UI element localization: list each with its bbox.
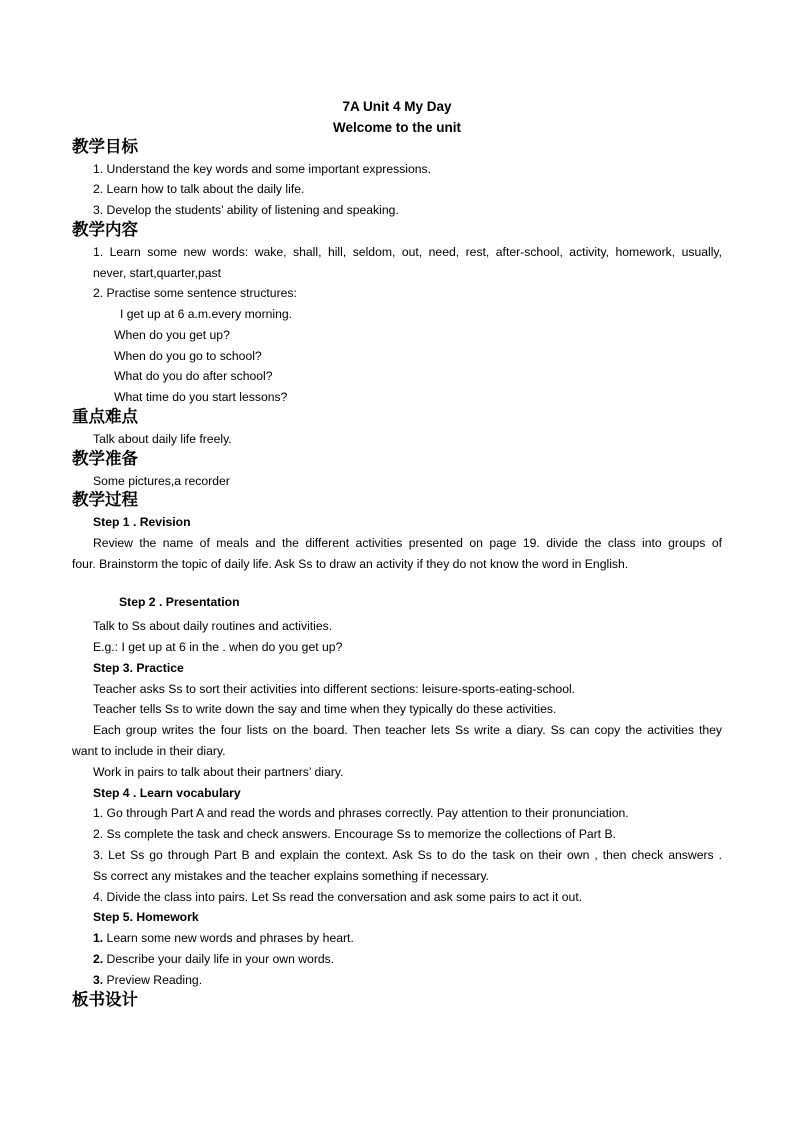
heading-process: 教学过程	[72, 490, 138, 509]
heading-content: 教学内容	[72, 220, 138, 239]
step-text: Ss correct any mistakes and the teacher explains something if necessary.	[93, 869, 490, 883]
key-points-text: Talk about daily life freely.	[93, 432, 232, 446]
step-text: Each group writes the four lists on the board. Then teacher lets Ss write a diary. Ss can copy the activities they	[93, 723, 722, 737]
step-text: want to include in their diary.	[72, 744, 226, 758]
homework-text: Preview Reading.	[103, 973, 203, 987]
sentence-example: When do you get up?	[114, 328, 230, 342]
content-item-words: 1. Learn some new words: wake, shall, hill, seldom, out, need, rest, after-school, activity, homework, usually,	[93, 245, 722, 259]
sentence-example: When do you go to school?	[114, 349, 262, 363]
sentence-example: I get up at 6 a.m.every morning.	[120, 307, 293, 321]
content-item-structures: 2. Practise some sentence structures:	[93, 286, 297, 300]
heading-key-points: 重点难点	[72, 407, 138, 426]
preparation-text: Some pictures,a recorder	[93, 474, 230, 488]
homework-item	[93, 974, 202, 986]
step-text: 2. Ss complete the task and check answers. Encourage Ss to memorize the collections of Part B.	[93, 827, 616, 841]
step-text: E.g.: I get up at 6 in the . when do you get up?	[93, 640, 343, 654]
content-item-words-cont: never, start,quarter,past	[93, 266, 222, 280]
sentence-example: What time do you start lessons?	[114, 390, 288, 404]
objective-item: 1. Understand the key words and some important expressions.	[93, 162, 432, 176]
heading-preparation: 教学准备	[72, 449, 138, 468]
homework-number: 3.	[93, 973, 104, 987]
step-text: Work in pairs to talk about their partners’ diary.	[93, 765, 344, 779]
doc-title-unit: 7A Unit 4 My Day	[342, 99, 452, 114]
objective-item: 2. Learn how to talk about the daily life.	[93, 182, 305, 196]
step-text: Teacher asks Ss to sort their activities into different sections: leisure-sports-eating-school.	[93, 682, 576, 696]
step-text: 4. Divide the class into pairs. Let Ss read the conversation and ask some pairs to act it out.	[93, 890, 583, 904]
heading-objectives: 教学目标	[72, 137, 138, 156]
homework-item	[93, 953, 334, 965]
heading-board-design: 板书设计	[72, 990, 138, 1009]
homework-text: Learn some new words and phrases by heart.	[103, 931, 354, 945]
step-text: 1. Go through Part A and read the words and phrases correctly. Pay attention to their pronunciation.	[93, 806, 629, 820]
step-text: four. Brainstorm the topic of daily life. Ask Ss to draw an activity if they do not know the word in English.	[72, 557, 629, 571]
objective-item: 3. Develop the students’ ability of listening and speaking.	[93, 203, 399, 217]
sentence-example: What do you do after school?	[114, 369, 273, 383]
homework-number: 2.	[93, 952, 104, 966]
homework-text: Describe your daily life in your own words.	[103, 952, 335, 966]
step-title: Step 5. Homework	[93, 910, 199, 924]
doc-title-lesson: Welcome to the unit	[332, 120, 461, 135]
step-title: Step 3. Practice	[93, 661, 184, 675]
homework-item	[93, 932, 354, 944]
step-text: 3. Let Ss go through Part B and explain the context. Ask Ss to do the task on their own , then check answers .	[93, 848, 722, 862]
step-text: Teacher tells Ss to write down the say and time when they typically do these activities.	[93, 702, 557, 716]
step-text: Review the name of meals and the different activities presented on page 19. divide the class into groups of	[93, 536, 722, 550]
step-text: Talk to Ss about daily routines and activities.	[93, 619, 333, 633]
step-title: Step 4 . Learn vocabulary	[93, 786, 241, 800]
step-title: Step 2 . Presentation	[119, 595, 240, 609]
homework-number: 1.	[93, 931, 104, 945]
step-title: Step 1 . Revision	[93, 515, 191, 529]
